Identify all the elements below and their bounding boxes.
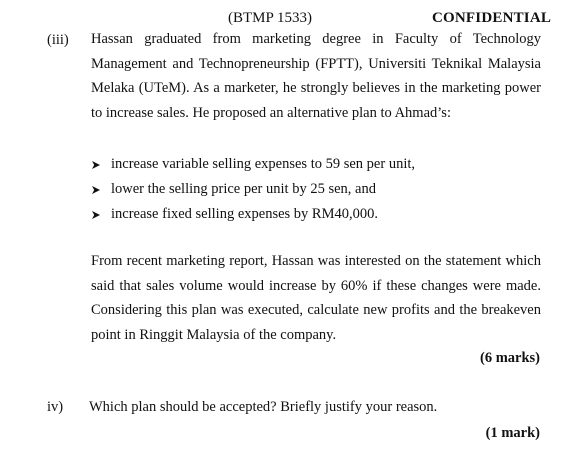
course-code: (BTMP 1533): [228, 10, 313, 26]
question-number-iv: iv): [47, 399, 64, 415]
list-item: [91, 177, 415, 202]
bullet-text: lower the selling price per unit by 25 sen, and: [111, 181, 376, 197]
question-iii-body: From recent marketing report, Hassan was interested on the statement which said that sales volume would increase by 60% if these changes were made. Considering this plan was executed, calculate new profits and the breakeven point in Ringgit Malaysia of the company.: [91, 253, 541, 343]
marks-iii: (6 marks): [479, 350, 540, 366]
arrow-bullet-icon: [91, 185, 101, 195]
arrow-bullet-icon: [91, 210, 101, 220]
question-iii-intro: Hassan graduated from marketing degree in Faculty of Technology Management and Technopreneurship (FPTT), Universiti Teknikal Malaysia Melaka (UTeM). As a marketer, he strongly believes in the marketing power to increase sales. He proposed an alternative plan to Ahmad’s:: [91, 31, 541, 121]
confidential-label: CONFIDENTIAL: [432, 10, 552, 26]
bullet-text: increase variable selling expenses to 59 sen per unit,: [111, 156, 415, 172]
bullet-list: [91, 152, 415, 227]
bullet-text: increase fixed selling expenses by RM40,000.: [111, 206, 378, 222]
list-item: [91, 202, 415, 227]
arrow-bullet-icon: [91, 160, 101, 170]
question-number-iii: (iii): [47, 32, 69, 48]
list-item: [91, 152, 415, 177]
question-iv-text: Which plan should be accepted? Briefly justify your reason.: [89, 399, 438, 415]
marks-iv: (1 mark): [485, 425, 540, 441]
